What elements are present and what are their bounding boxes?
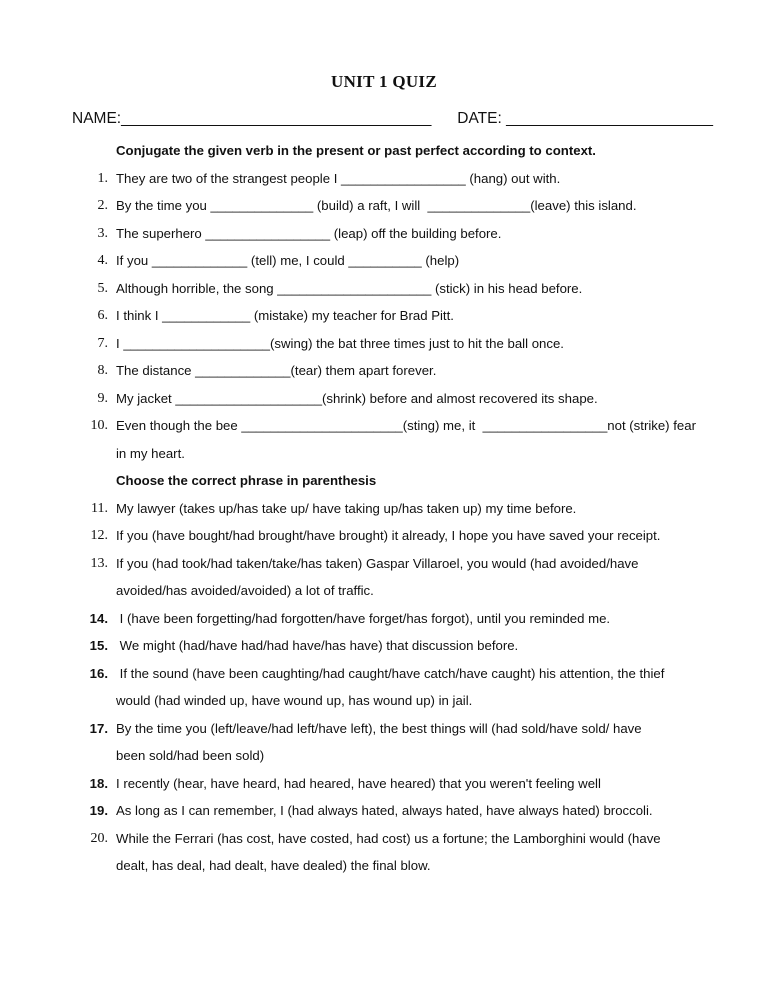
question-number: 4.	[97, 253, 108, 268]
question-text: would (had winded up, have wound up, has wound up) in jail.	[116, 693, 473, 708]
question-text: in my heart.	[116, 445, 185, 461]
question-text: I (have been forgetting/had forgotten/have forget/has forgot), until you reminded me.	[116, 610, 611, 626]
question-text: By the time you (left/leave/had left/have left), the best things will (had sold/have sold/ have	[116, 720, 642, 736]
question-text: I ____________________(swing) the bat three times just to hit the ball once.	[116, 335, 564, 351]
question-number: 13.	[90, 555, 108, 571]
question-text: Even though the bee ______________________(sting) me, it _________________not (strike) fear	[116, 418, 696, 433]
question-number: 3.	[97, 225, 108, 241]
question-number: 1.	[97, 170, 108, 186]
section2-instruction-text: Choose the correct phrase in parenthesis	[116, 473, 377, 488]
question-text: We might (had/have had/had have/has have) that discussion before.	[116, 638, 519, 653]
question-text: I recently (hear, have heard, had heared, have heared) that you weren't feeling well	[116, 775, 601, 791]
question-number: 20.	[90, 830, 108, 846]
question-number: 14.	[89, 610, 108, 626]
question-number: 2.	[97, 198, 108, 213]
question-text: While the Ferrari (has cost, have costed, had cost) us a fortune; the Lamborghini would (have	[116, 830, 661, 846]
question-text: My lawyer (takes up/has take up/ have taking up/has taken up) my time before.	[116, 500, 577, 516]
question-text: If you (have bought/had brought/have brought) it already, I hope you have saved your receipt.	[116, 528, 661, 543]
name-label: NAME:	[72, 110, 122, 127]
page-title: UNIT 1 QUIZ	[331, 72, 437, 91]
question-number: 5.	[97, 280, 108, 296]
question-text: avoided/has avoided/avoided) a lot of traffic.	[116, 583, 374, 598]
question-text: Although horrible, the song _____________________ (stick) in his head before.	[116, 280, 583, 296]
question-number: 12.	[90, 528, 108, 543]
question-text: dealt, has deal, had dealt, have dealed) the final blow.	[116, 858, 431, 873]
question-number: 10.	[90, 418, 108, 433]
question-number: 11.	[91, 500, 108, 516]
question-text: I think I ____________ (mistake) my teacher for Brad Pitt.	[116, 308, 454, 323]
question-text: If you _____________ (tell) me, I could __________ (help)	[116, 253, 460, 268]
question-number: 16.	[89, 665, 108, 681]
question-text: By the time you ______________ (build) a raft, I will ______________(leave) this island.	[116, 198, 637, 213]
name-blank: ____________________________________	[121, 110, 432, 127]
date-label: DATE:	[457, 110, 507, 127]
question-number: 19.	[89, 803, 108, 818]
section1-instruction-text: Conjugate the given verb in the present or past perfect according to context.	[116, 143, 596, 158]
question-number: 6.	[97, 308, 108, 323]
question-text: been sold/had been sold)	[116, 748, 265, 763]
question-number: 17.	[89, 720, 108, 736]
question-text: The distance _____________(tear) them apart forever.	[116, 363, 437, 378]
date-blank: ________________________	[506, 110, 713, 127]
question-text: They are two of the strangest people I _________________ (hang) out with.	[116, 170, 561, 186]
question-text: My jacket ____________________(shrink) before and almost recovered its shape.	[116, 390, 598, 406]
question-text: If the sound (have been caughting/had caught/have catch/have caught) his attention, the thief	[116, 665, 665, 681]
question-text: If you (had took/had taken/take/has taken) Gaspar Villaroel, you would (had avoided/have	[116, 555, 639, 571]
question-text: As long as I can remember, I (had always hated, always hated, have always hated) broccoli.	[116, 803, 653, 818]
question-number: 7.	[97, 335, 108, 351]
name-date-line	[72, 110, 713, 128]
question-number: 9.	[97, 390, 108, 406]
question-number: 18.	[89, 775, 108, 791]
question-number: 15.	[89, 638, 108, 653]
question-number: 8.	[97, 363, 108, 378]
question-text: The superhero _________________ (leap) off the building before.	[116, 225, 502, 241]
